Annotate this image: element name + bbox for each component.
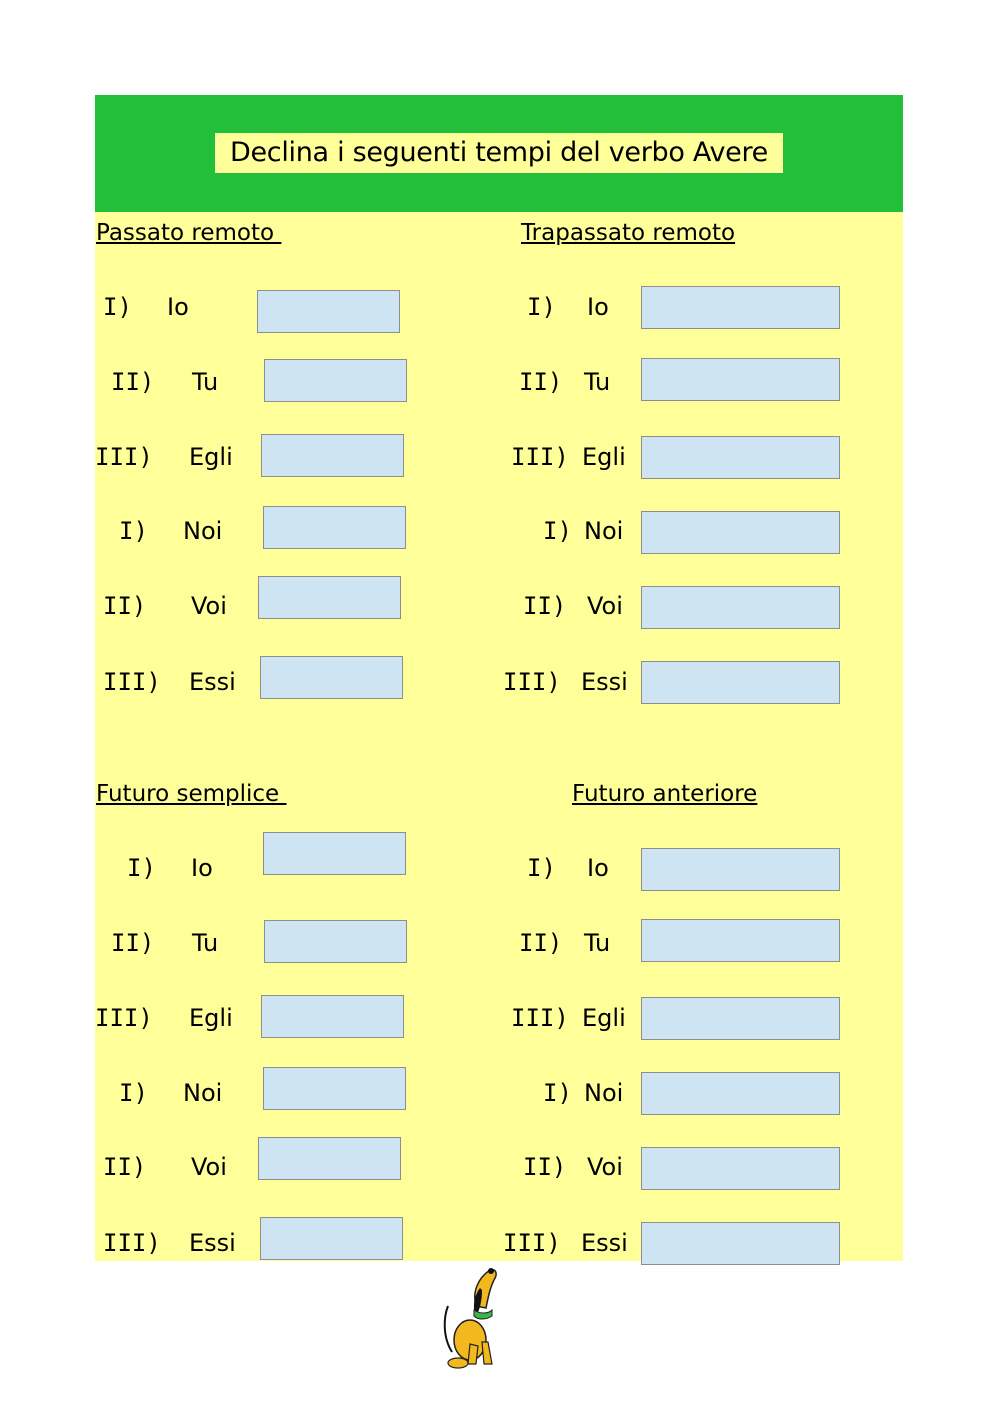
row-pronoun: Noi bbox=[183, 1079, 223, 1107]
row-number: III) bbox=[503, 668, 561, 696]
row-number: I) bbox=[527, 854, 556, 882]
row-pronoun: Tu bbox=[192, 368, 219, 396]
row-number: II) bbox=[519, 368, 563, 396]
row-number: I) bbox=[103, 293, 132, 321]
row-number: II) bbox=[519, 929, 563, 957]
answer-input[interactable] bbox=[260, 656, 403, 699]
answer-input[interactable] bbox=[641, 286, 840, 329]
row-pronoun: Noi bbox=[584, 517, 624, 545]
row-number: III) bbox=[95, 443, 153, 471]
row-number: II) bbox=[103, 1153, 147, 1181]
row-number: I) bbox=[543, 517, 572, 545]
row-pronoun: Essi bbox=[189, 1229, 236, 1257]
answer-input[interactable] bbox=[258, 576, 401, 619]
row-number: III) bbox=[511, 1004, 569, 1032]
row-number: I) bbox=[527, 293, 556, 321]
row-pronoun: Egli bbox=[189, 443, 233, 471]
row-pronoun: Essi bbox=[581, 1229, 628, 1257]
answer-input[interactable] bbox=[263, 1067, 406, 1110]
answer-input[interactable] bbox=[263, 506, 406, 549]
row-number: I) bbox=[119, 517, 148, 545]
section-heading-passato-remoto: Passato remoto bbox=[96, 220, 282, 246]
row-pronoun: Io bbox=[191, 854, 213, 882]
section-heading-futuro-anteriore: Futuro anteriore bbox=[572, 781, 758, 807]
answer-input[interactable] bbox=[261, 995, 404, 1038]
row-number: II) bbox=[111, 368, 155, 396]
row-pronoun: Io bbox=[587, 854, 609, 882]
section-heading-futuro-semplice: Futuro semplice bbox=[96, 781, 287, 807]
row-pronoun: Voi bbox=[587, 1153, 623, 1181]
answer-input[interactable] bbox=[641, 436, 840, 479]
page-title: Declina i seguenti tempi del verbo Avere bbox=[215, 133, 783, 173]
answer-input[interactable] bbox=[261, 434, 404, 477]
answer-input[interactable] bbox=[641, 1222, 840, 1265]
section-heading-trapassato-remoto: Trapassato remoto bbox=[521, 220, 736, 246]
row-pronoun: Voi bbox=[191, 1153, 227, 1181]
row-pronoun: Essi bbox=[189, 668, 236, 696]
row-pronoun: Egli bbox=[582, 443, 626, 471]
row-pronoun: Voi bbox=[191, 592, 227, 620]
answer-input[interactable] bbox=[264, 359, 407, 402]
row-number: I) bbox=[127, 854, 156, 882]
row-pronoun: Voi bbox=[587, 592, 623, 620]
pluto-dog-icon bbox=[440, 1266, 506, 1370]
row-pronoun: Noi bbox=[183, 517, 223, 545]
row-number: I) bbox=[119, 1079, 148, 1107]
row-number: III) bbox=[103, 668, 161, 696]
answer-input[interactable] bbox=[641, 919, 840, 962]
row-number: III) bbox=[511, 443, 569, 471]
row-pronoun: Tu bbox=[192, 929, 219, 957]
row-number: II) bbox=[111, 929, 155, 957]
row-pronoun: Noi bbox=[584, 1079, 624, 1107]
answer-input[interactable] bbox=[258, 1137, 401, 1180]
row-number: II) bbox=[103, 592, 147, 620]
row-number: II) bbox=[523, 1153, 567, 1181]
row-pronoun: Io bbox=[167, 293, 189, 321]
row-pronoun: Io bbox=[587, 293, 609, 321]
row-number: III) bbox=[95, 1004, 153, 1032]
answer-input[interactable] bbox=[260, 1217, 403, 1260]
answer-input[interactable] bbox=[257, 290, 400, 333]
row-pronoun: Tu bbox=[584, 929, 611, 957]
answer-input[interactable] bbox=[264, 920, 407, 963]
answer-input[interactable] bbox=[641, 1072, 840, 1115]
answer-input[interactable] bbox=[641, 848, 840, 891]
row-pronoun: Egli bbox=[189, 1004, 233, 1032]
row-pronoun: Essi bbox=[581, 668, 628, 696]
row-number: I) bbox=[543, 1079, 572, 1107]
answer-input[interactable] bbox=[641, 358, 840, 401]
answer-input[interactable] bbox=[263, 832, 406, 875]
answer-input[interactable] bbox=[641, 586, 840, 629]
row-pronoun: Egli bbox=[582, 1004, 626, 1032]
answer-input[interactable] bbox=[641, 997, 840, 1040]
row-number: III) bbox=[103, 1229, 161, 1257]
row-number: III) bbox=[503, 1229, 561, 1257]
row-number: II) bbox=[523, 592, 567, 620]
answer-input[interactable] bbox=[641, 511, 840, 554]
answer-input[interactable] bbox=[641, 661, 840, 704]
answer-input[interactable] bbox=[641, 1147, 840, 1190]
row-pronoun: Tu bbox=[584, 368, 611, 396]
